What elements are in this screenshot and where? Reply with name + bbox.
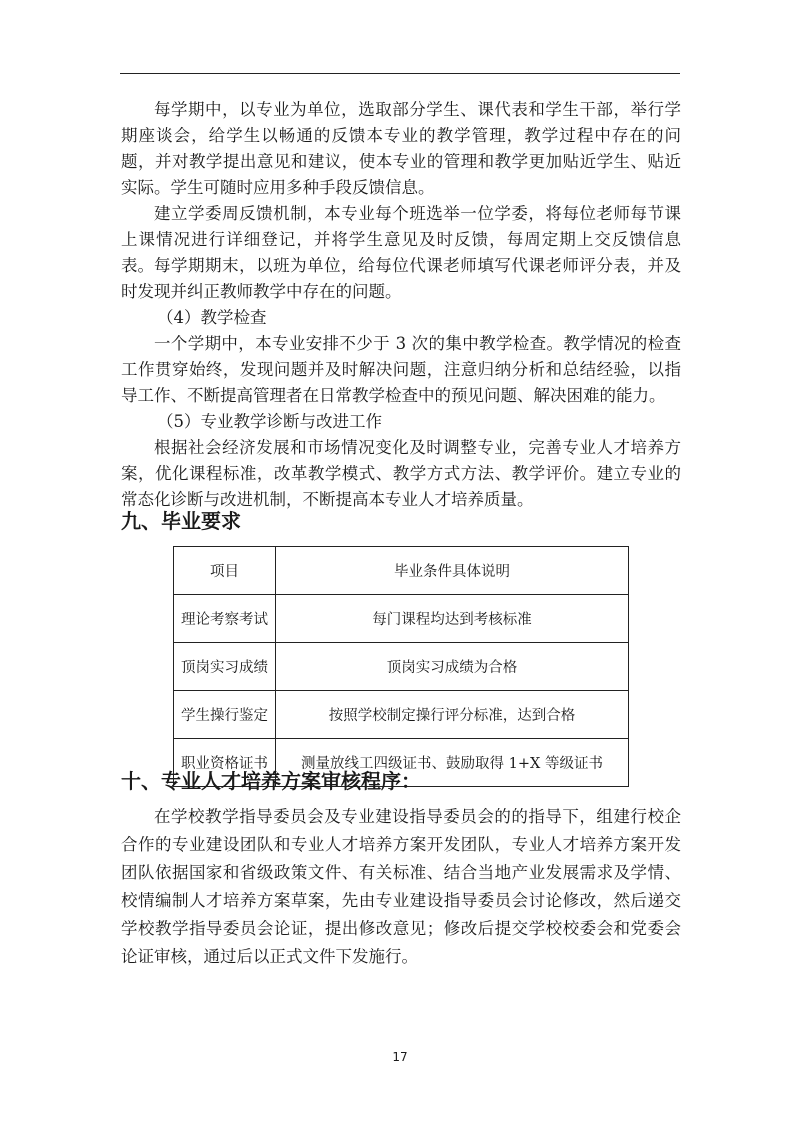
graduation-requirements-table (173, 546, 629, 787)
paragraph-review-procedure: 在学校教学指导委员会及专业建设指导委员会的的指导下，组建行校企合作的专业建设团队和专业人才培养方案开发团队，专业人才培养方案开发团队依据国家和省级政策文件、有关标准、结合当地产业发展需求及学情、校情编制人才培养方案草案，先由专业建设指导委员会讨论修改，然后递交学校教学指导委员会论证，提出修改意见；修改后提交学校校委会和党委会论证审核，通过后以正式文件下发施行。 (121, 807, 681, 966)
paragraph-teaching-inspection: 一个学期中，本专业安排不少于 3 次的集中教学检查。教学情况的检查工作贯穿始终，发现问题并及时解决问题，注意归纳分析和总结经验，以指导工作、不断提高管理者在日常教学检查中的预见问题、解决困难的能力。 (121, 334, 681, 405)
table-row (174, 643, 629, 691)
table-row (174, 595, 629, 643)
table-header-description: 毕业条件具体说明 (276, 547, 629, 595)
table-row (174, 691, 629, 739)
table-cell-description: 测量放线工四级证书、鼓励取得 1+X 等级证书 (276, 739, 629, 787)
paragraph-term-end-evaluation: 每学期期末，以班为单位，给每位代课老师填写代课老师评分表，并及时发现并纠正教师教学中存在的问题。 (121, 256, 681, 301)
paragraph-weekly-feedback: 建立学委周反馈机制，本专业每个班选举一位学委，将每位老师每节课上课情况进行详细登记，并将学生意见及时反馈，每周定期上交反馈信息表。 (121, 204, 681, 275)
table-cell-item: 理论考察考试 (174, 595, 276, 643)
paragraph-feedback-meeting: 每学期中，以专业为单位，选取部分学生、课代表和学生干部，举行学期座谈会，给学生以畅通的反馈本专业的教学管理，教学过程中存在的问题，并对教学提出意见和建议，使本专业的管理和教学更加贴近学生、贴近实际。学生可随时应用多种手段反馈信息。 (121, 100, 681, 197)
table-cell-description: 每门课程均达到考核标准 (276, 595, 629, 643)
paragraph-diagnosis-improvement: 根据社会经济发展和市场情况变化及时调整专业，完善专业人才培养方案，优化课程标准，改革教学模式、教学方式方法、教学评价。建立专业的常态化诊断与改进机制，不断提高本专业人才培养质量。 (121, 438, 681, 509)
section-title-review-procedure: 十、专业人才培养方案审核程序： (121, 769, 421, 793)
header-rule (120, 73, 680, 74)
page-number: 17 (392, 1050, 408, 1064)
table-cell-item: 顶岗实习成绩 (174, 643, 276, 691)
subheading-diagnosis-improvement: （5）专业教学诊断与改进工作 (157, 412, 382, 431)
table-cell-description: 顶岗实习成绩为合格 (276, 643, 629, 691)
table-header-row (174, 547, 629, 595)
section-title-graduation-requirements: 九、毕业要求 (121, 509, 241, 533)
table-cell-description: 按照学校制定操行评分标准，达到合格 (276, 691, 629, 739)
table-header-item: 项目 (174, 547, 276, 595)
table-cell-item: 职业资格证书 (174, 739, 276, 787)
subheading-teaching-inspection: （4）教学检查 (157, 308, 267, 327)
table-cell-item: 学生操行鉴定 (174, 691, 276, 739)
